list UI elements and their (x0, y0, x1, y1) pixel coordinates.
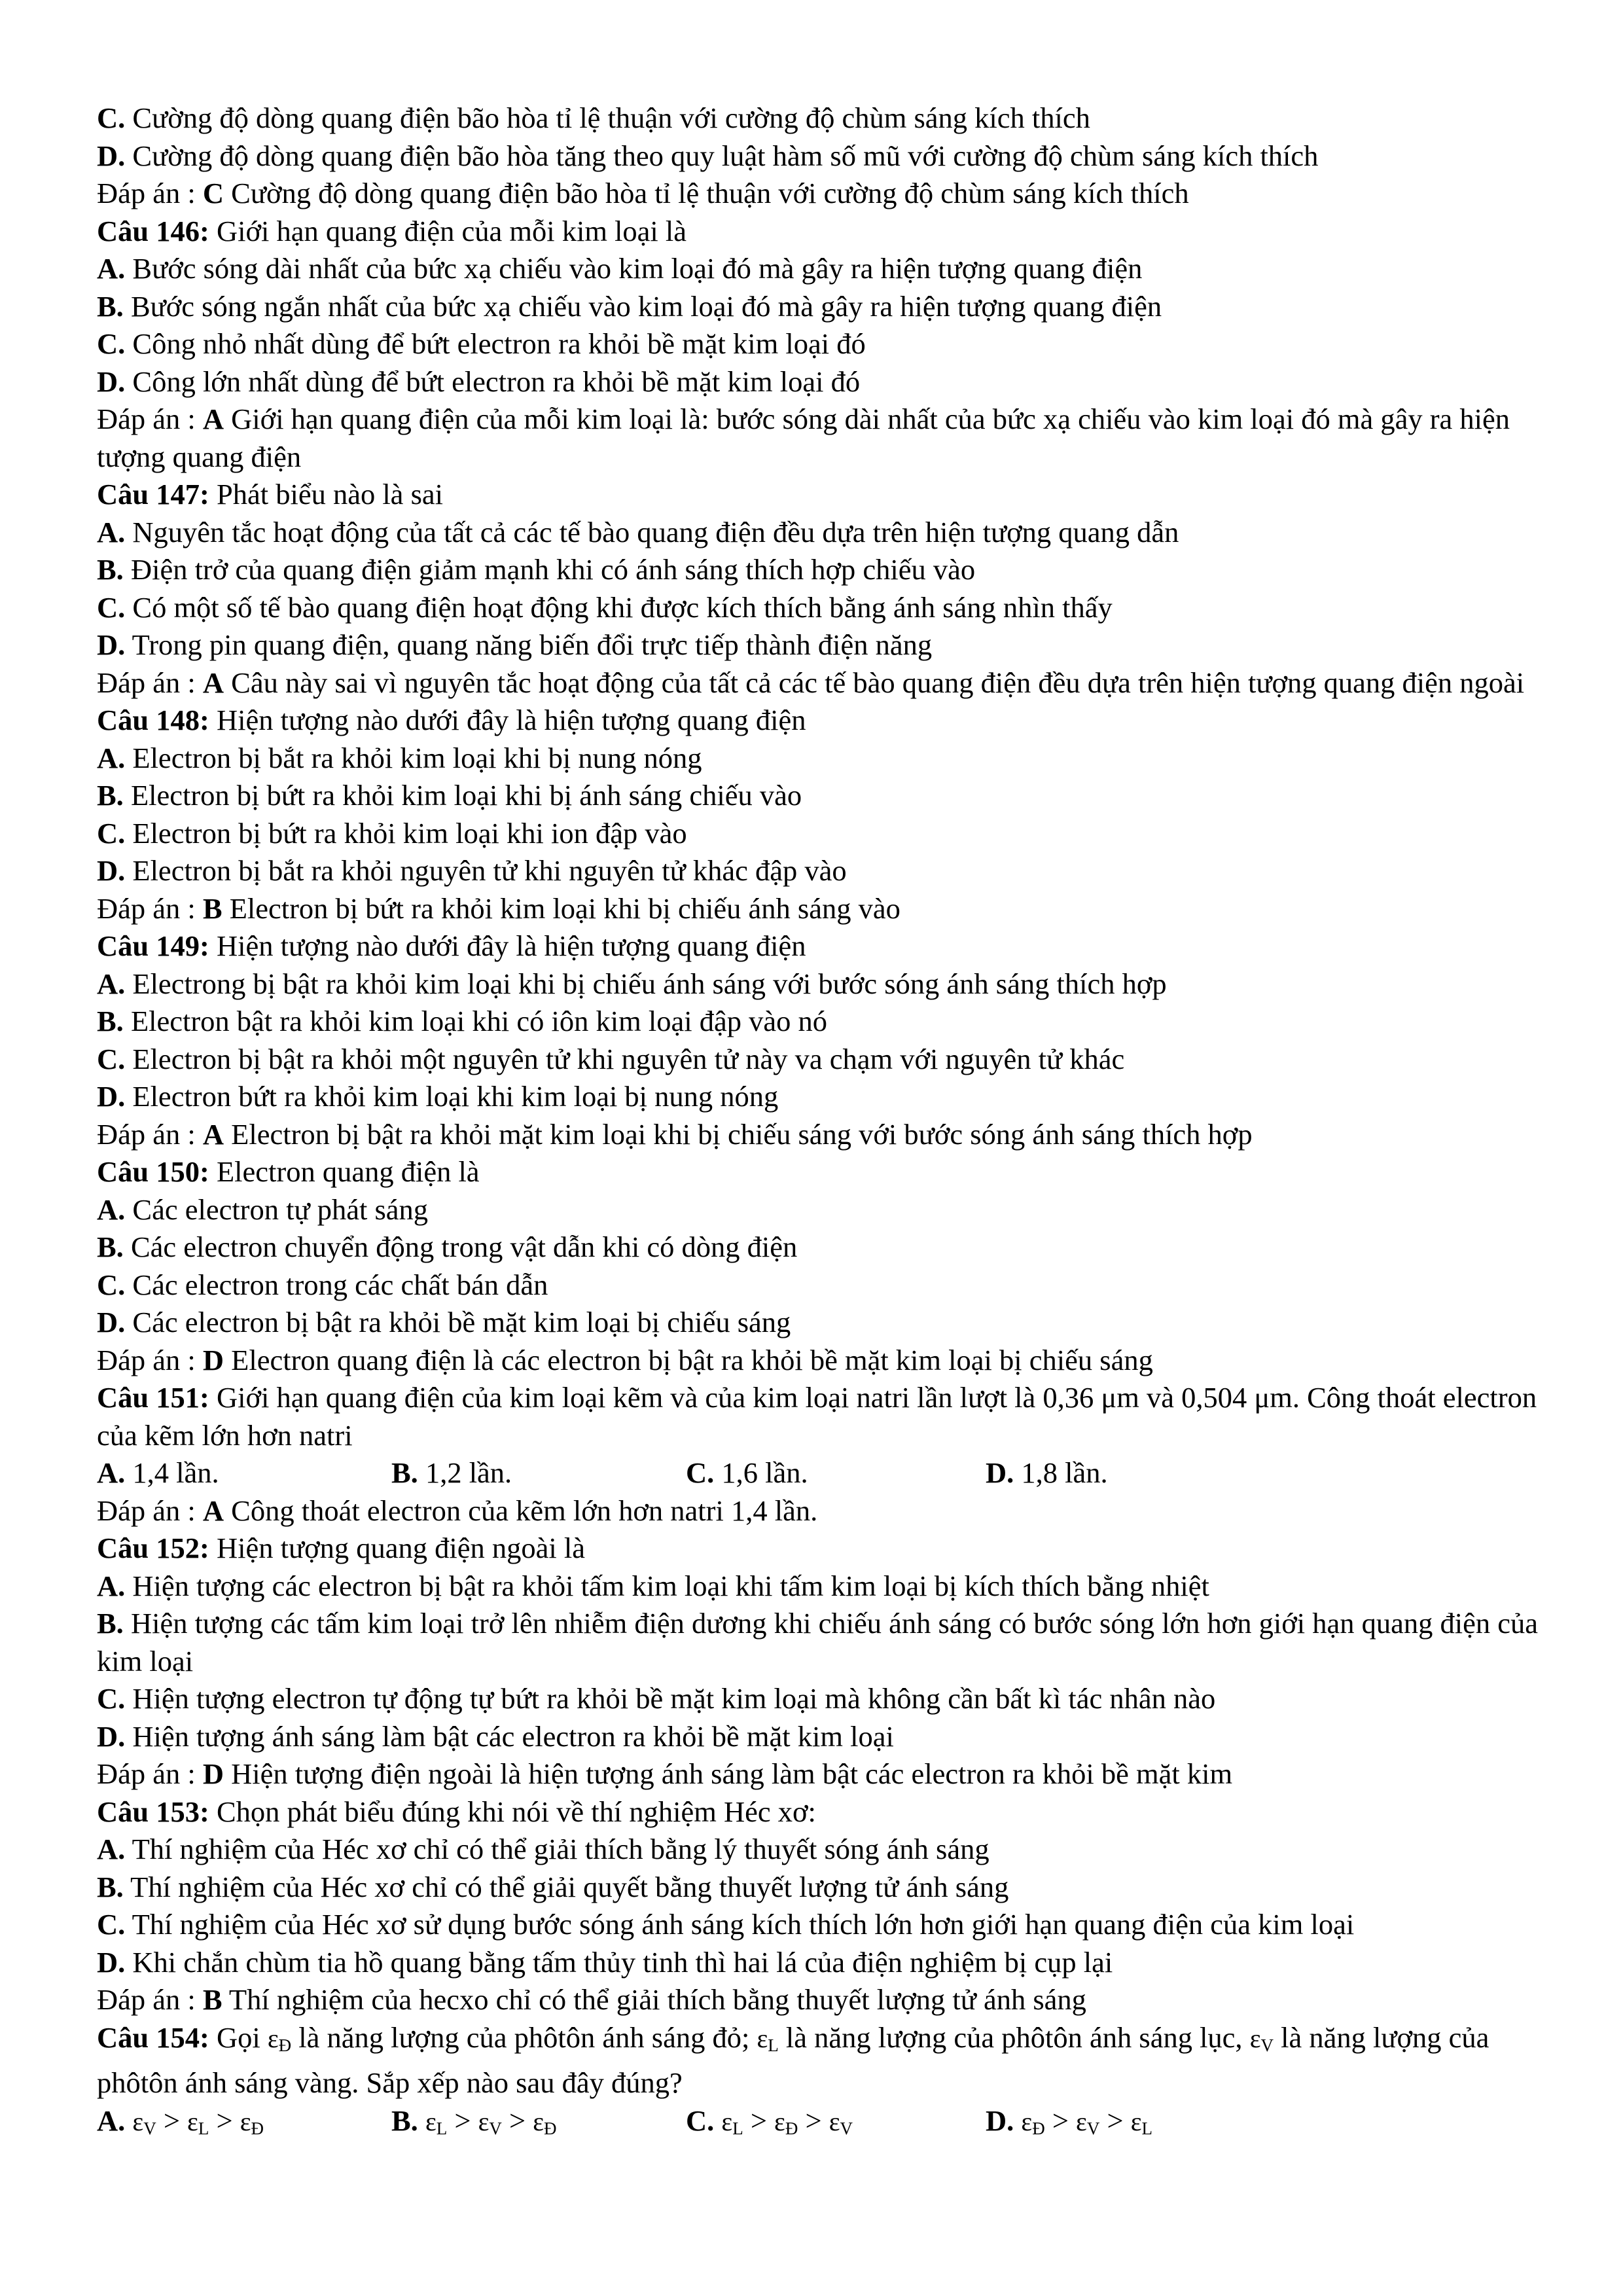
answer: Đáp án : C Cường độ dòng quang điện bão hòa tỉ lệ thuận với cường độ chùm sáng kích thích (97, 177, 1189, 209)
option-b: B. Electron bật ra khỏi kim loại khi có iôn kim loại đập vào nó (97, 1005, 827, 1037)
option-a: A. Electrong bị bật ra khỏi kim loại khi bị chiếu ánh sáng với bước sóng ánh sáng thích hợp (97, 967, 1167, 1000)
option-d: D. Cường độ dòng quang điện bão hòa tăng theo quy luật hàm số mũ với cường độ chùm sáng kích thích (97, 139, 1319, 172)
option-d: D. $\varepsilon_Đ > \varepsilon_V > \varepsilon_L$ (986, 2104, 1152, 2138)
option-d: D. Công lớn nhất dùng để bứt electron ra khỏi bề mặt kim loại đó (97, 365, 861, 398)
answer: Đáp án : B Thí nghiệm của hecxo chỉ có thể giải thích bằng thuyết lượng tử ánh sáng (97, 1983, 1086, 2016)
option-d: D. Electron bị bắt ra khỏi nguyên tử khi nguyên tử khác đập vào (97, 854, 847, 887)
option-c: C. $\varepsilon_L > \varepsilon_Đ > \varepsilon_V$ (686, 2104, 853, 2138)
option-d: D. Hiện tượng ánh sáng làm bật các electron ra khỏi bề mặt kim loại (97, 1719, 894, 1753)
option-c: C. Thí nghiệm của Héc xơ sử dụng bước sóng ánh sáng kích thích lớn hơn giới hạn quang điện của kim loại (97, 1908, 1355, 1941)
question-148: Câu 148: Hiện tượng nào dưới đây là hiện tượng quang điện (97, 704, 806, 736)
option-c: C. Hiện tượng electron tự động tự bứt ra khỏi bề mặt kim loại mà không cần bất kì tác nhân nào (97, 1682, 1216, 1715)
options-row (97, 1454, 1551, 1492)
option-a: A. $\varepsilon_V > \varepsilon_L > \varepsilon_Đ$ (97, 2104, 264, 2138)
option-b: B. Hiện tượng các tấm kim loại trở lên nhiễm điện dương khi chiếu ánh sáng có bước sóng lớn hơn giới hạn quang điện của kim loại (97, 1607, 1539, 1677)
answer: Đáp án : A Câu này sai vì nguyên tắc hoạt động của tất cả các tế bào quang điện đều dựa trên hiện tượng quang điện ngoài (97, 666, 1525, 699)
option-b: B. Electron bị bứt ra khỏi kim loại khi bị ánh sáng chiếu vào (97, 779, 802, 812)
option-a: A. Nguyên tắc hoạt động của tất cả các tế bào quang điện đều dựa trên hiện tượng quang dẫn (97, 515, 1179, 548)
answer: Đáp án : D Electron quang điện là các electron bị bật ra khỏi bề mặt kim loại bị chiếu sáng (97, 1343, 1153, 1376)
option-b: B. $\varepsilon_L > \varepsilon_V > \varepsilon_Đ$ (391, 2104, 557, 2138)
question-153: Câu 153: Chọn phát biểu đúng khi nói về thí nghiệm Héc xơ: (97, 1795, 816, 1828)
option-d: D. Các electron bị bật ra khỏi bề mặt kim loại bị chiếu sáng (97, 1306, 791, 1338)
option-b: B. Thí nghiệm của Héc xơ chỉ có thể giải quyết bằng thuyết lượng tử ánh sáng (97, 1870, 1009, 1903)
question-146: Câu 146: Giới hạn quang điện của mỗi kim loại là (97, 214, 687, 247)
option-c: C. Các electron trong các chất bán dẫn (97, 1268, 548, 1301)
question-150: Câu 150: Electron quang điện là (97, 1155, 480, 1188)
option-b: B. Các electron chuyển động trong vật dẫn khi có dòng điện (97, 1230, 798, 1263)
options-row (97, 2102, 1551, 2148)
option-c: C. Có một số tế bào quang điện hoạt động khi được kích thích bằng ánh sáng nhìn thấy (97, 590, 1113, 624)
answer: Đáp án : B Electron bị bứt ra khỏi kim loại khi bị chiếu ánh sáng vào (97, 891, 901, 925)
answer: Đáp án : A Electron bị bật ra khỏi mặt kim loại khi bị chiếu sáng với bước sóng ánh sáng thích hợp (97, 1117, 1253, 1151)
option-c: C. Công nhỏ nhất dùng để bứt electron ra khỏi bề mặt kim loại đó (97, 327, 866, 360)
option-d: D. Khi chắn chùm tia hồ quang bằng tấm thủy tinh thì hai lá của điện nghiệm bị cụp lại (97, 1945, 1113, 1979)
option-b: B. 1,2 lần. (391, 1456, 512, 1489)
option-a: A. Hiện tượng các electron bị bật ra khỏi tấm kim loại khi tấm kim loại bị kích thích bằng nhiệt (97, 1569, 1209, 1602)
option-d: D. 1,8 lần. (986, 1456, 1108, 1489)
answer: Đáp án : A Công thoát electron của kẽm lớn hơn natri 1,4 lần. (97, 1494, 818, 1527)
question-152: Câu 152: Hiện tượng quang điện ngoài là (97, 1532, 585, 1564)
question-154: Câu 154: Gọi $\varepsilon_Đ$ là năng lượng của phôtôn ánh sáng đỏ; $\varepsilon_L$ là năng lượng của phôtôn ánh sáng lục, $\varepsilon_V$ là năng lượng của phôtôn ánh sáng vàng. Sắp xếp nào sau đây đúng? (97, 2020, 1489, 2099)
option-c: C. 1,6 lần. (686, 1456, 808, 1489)
option-d: D. Trong pin quang điện, quang năng biến đổi trực tiếp thành điện năng (97, 628, 933, 661)
option-a: A. Electron bị bắt ra khỏi kim loại khi bị nung nóng (97, 741, 702, 774)
option-a: A. Thí nghiệm của Héc xơ chỉ có thể giải thích bằng lý thuyết sóng ánh sáng (97, 1833, 990, 1865)
option-c: C. Electron bị bật ra khỏi một nguyên tử khi nguyên tử này va chạm với nguyên tử khác (97, 1042, 1125, 1075)
question-147: Câu 147: Phát biểu nào là sai (97, 478, 443, 511)
answer: Đáp án : A Giới hạn quang điện của mỗi kim loại là: bước sóng dài nhất của bức xạ chiếu vào kim loại đó mà gây ra hiện tượng quang điện (97, 403, 1510, 473)
option-b: B. Điện trở của quang điện giảm mạnh khi có ánh sáng thích hợp chiếu vào (97, 553, 976, 586)
option-a: A. Các electron tự phát sáng (97, 1193, 429, 1226)
option-b: B. Bước sóng ngắn nhất của bức xạ chiếu vào kim loại đó mà gây ra hiện tượng quang điện (97, 289, 1162, 323)
question-149: Câu 149: Hiện tượng nào dưới đây là hiện tượng quang điện (97, 929, 806, 962)
option-a: A. 1,4 lần. (97, 1456, 219, 1489)
option-a: A. Bước sóng dài nhất của bức xạ chiếu vào kim loại đó mà gây ra hiện tượng quang điện (97, 252, 1143, 285)
option-c: C. Electron bị bứt ra khỏi kim loại khi ion đập vào (97, 816, 687, 850)
question-151: Câu 151: Giới hạn quang điện của kim loại kẽm và của kim loại natri lần lượt là 0,36 μm và 0,504 μm. Công thoát electron của kẽm lớn hơn natri (97, 1381, 1537, 1452)
option-c: C. Cường độ dòng quang điện bão hòa tỉ lệ thuận với cường độ chùm sáng kích thích (97, 101, 1090, 134)
option-d: D. Electron bứt ra khỏi kim loại khi kim loại bị nung nóng (97, 1080, 779, 1113)
answer: Đáp án : D Hiện tượng điện ngoài là hiện tượng ánh sáng làm bật các electron ra khỏi bề mặt kim (97, 1757, 1233, 1790)
